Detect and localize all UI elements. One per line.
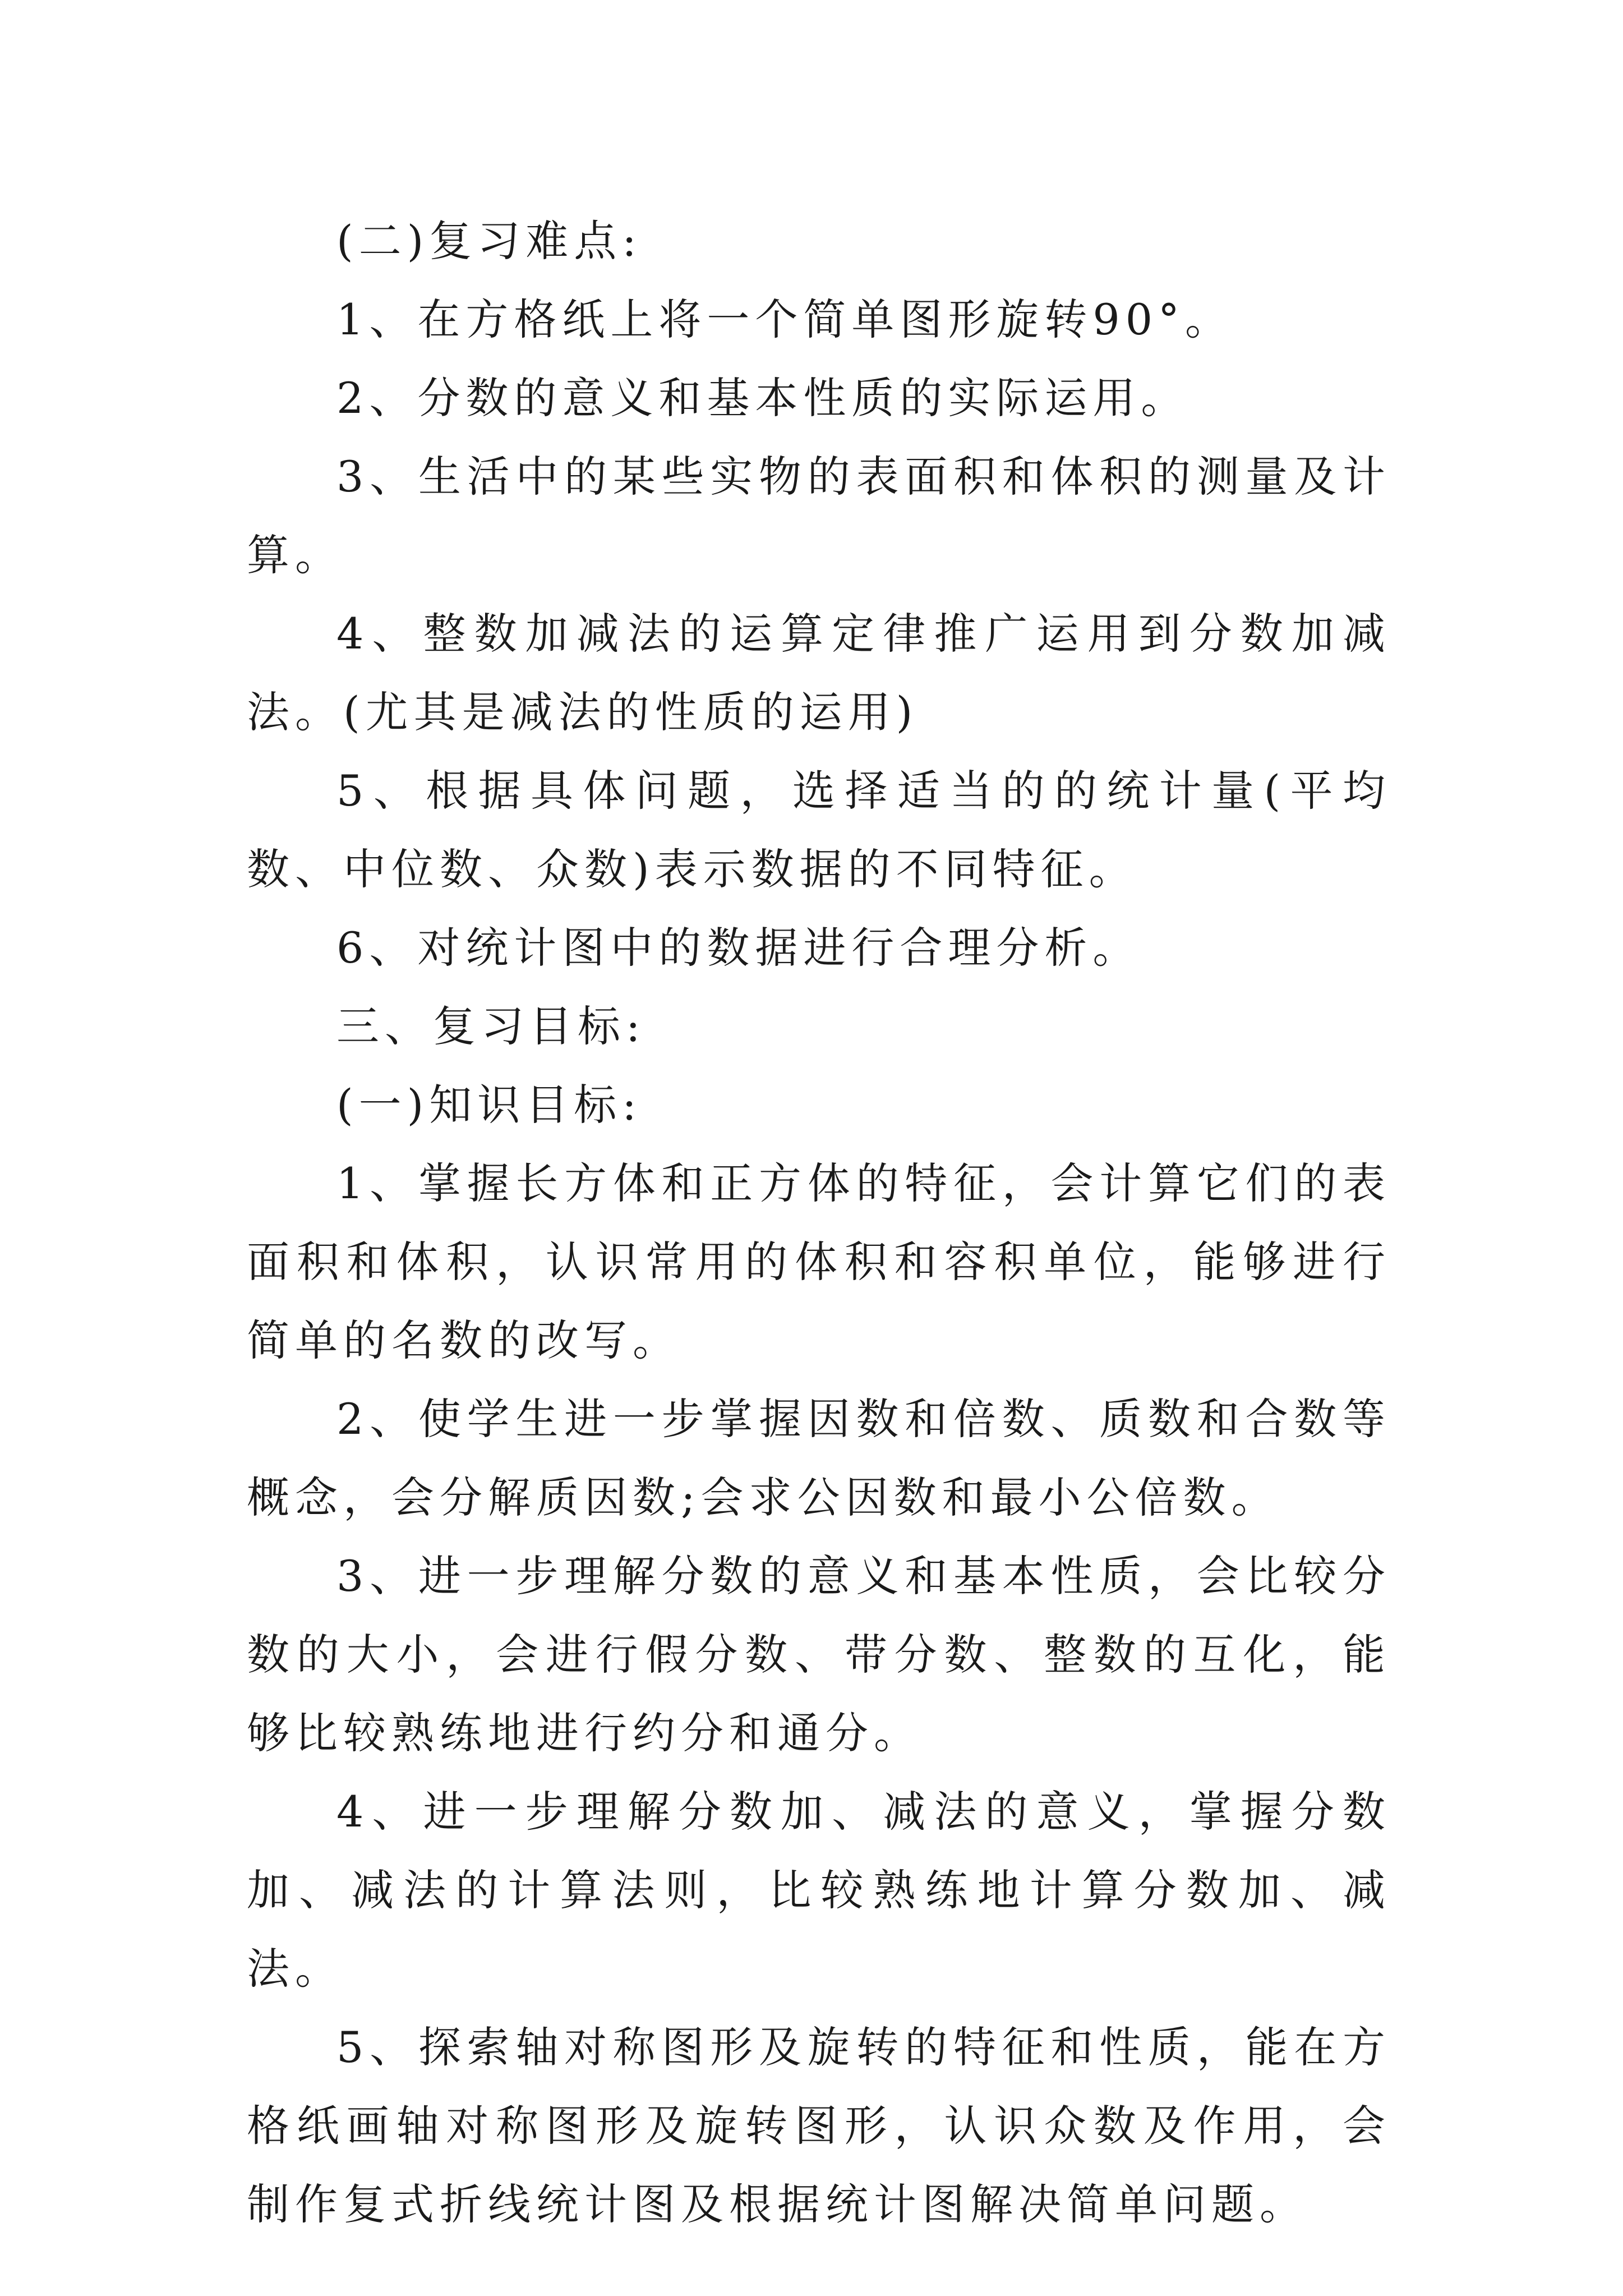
section-heading-review-goals: 三、复习目标:: [336, 1001, 646, 1051]
list-item: 2、分数的意义和基本性质的实际运用。: [336, 373, 1189, 423]
list-item: 4、整数加减法的运算定律推广运用到分数加减法。(尤其是减法的性质的运用): [247, 609, 1391, 737]
list-item: 5、根据具体问题，选择适当的的统计量(平均数、中位数、众数)表示数据的不同特征。: [247, 766, 1391, 894]
list-item: 5、探索轴对称图形及旋转的特征和性质，能在方格纸画轴对称图形及旋转图形，认识众数及作用，会制作复式折线统计图及根据统计图解决简单问题。: [247, 2022, 1391, 2229]
list-item: 6、对统计图中的数据进行合理分析。: [336, 923, 1141, 973]
section-heading-review-difficulties: (二)复习难点:: [336, 216, 642, 266]
list-item: 3、生活中的某些实物的表面积和体积的测量及计算。: [247, 452, 1391, 580]
list-item: 3、进一步理解分数的意义和基本性质，会比较分数的大小，会进行假分数、带分数、整数的互化，能够比较熟练地进行约分和通分。: [247, 1551, 1391, 1758]
list-item: 1、掌握长方体和正方体的特征，会计算它们的表面积和体积，认识常用的体积和容积单位，能够进行简单的名数的改写。: [247, 1158, 1391, 1365]
list-item: 2、使学生进一步掌握因数和倍数、质数和合数等概念，会分解质因数;会求公因数和最小公倍数。: [247, 1394, 1391, 1522]
section-heading-knowledge-goals: (一)知识目标:: [336, 1080, 642, 1130]
list-item: 1、在方格纸上将一个简单图形旋转90°。: [336, 295, 1234, 344]
document-body: [247, 202, 1391, 2244]
list-item: 4、进一步理解分数加、减法的意义，掌握分数加、减法的计算法则，比较熟练地计算分数加、减法。: [247, 1787, 1391, 1994]
